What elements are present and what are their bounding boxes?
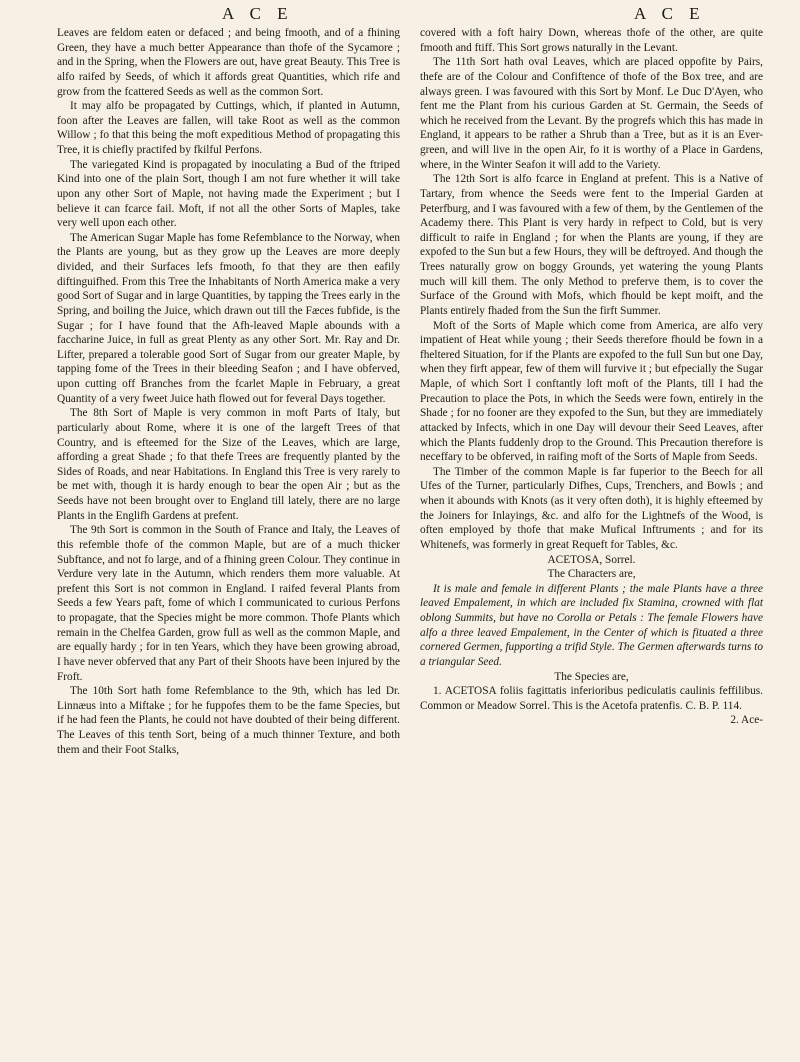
paragraph: The 8th Sort of Maple is very common in moft Parts of Italy, but particularly about Rome, where it is one of the largeft Trees of that Country, and is efteemed for the Size of the Leaves, which are large, affording a great Shade ; fo that thefe Trees are frequently planted by the Sides of Roads, and near Habitations. In England this Tree is very rarely to be met with, though it is hardy enough to bear the open Air ; but as the Seeds have not been brought over to England till lately, there are no large Plants in the Englifh Gardens at prefent. [57,407,400,522]
characters-label: The Characters are, [547,568,636,581]
characters-text: It is male and female in different Plants ; the male Plants have a three leaved Empalement, in which are included fix Stamina, crowned with flat oblong Summits, but have no Corolla or Petals : The female Flowers have alfo a three leaved Empalement, in the Center of which is fituated a three cornered Germen, fupporting a trifid Style. The Germen afterwards turns to a triangular Seed. [420,582,763,668]
paragraph: The 10th Sort hath fome Refemblance to the 9th, which has led Dr. Linnæus into a Miftake ; for he fuppofes them to be the fame Species, but if he had feen the Plants, he could not have doubted of their being different. The Leaves of this tenth Sort, being of a much thinner Texture, and both them and their Foot Stalks, [57,685,400,756]
paragraph: The 9th Sort is common in the South of France and Italy, the Leaves of this refemble thofe of the common Maple, but are of a much thicker Subftance, and not fo large, and of a fhining green Colour. They continue in Verdure very late in the Autumn, which renders them more valuable. At prefent this Sort is not common in England. I raifed feveral Plants from Seeds a few Years paft, fome of which I communicated to curious Perfons to propagate, that the Species might be more common. Thofe Plants which remain in the Chelfea Garden, grow full as well as the common Maple, and are equally hardy ; for in ten Years, which they have been growing abroad, I have never obferved that any Part of their Shoots have been injured by the Froft. [57,524,400,683]
paragraph: The 11th Sort hath oval Leaves, which are placed oppofite by Pairs, thefe are of the Colour and Confiftence of thofe of the Box tree, and are always green. I was favoured with this Sort by Monf. Le Duc D'Ayen, who fent me the Plant from his curious Garden at St. Germain, the Seeds of which he received from the Levant. By the progrefs which this has made in England, it appears to be rather a Shrub than a Tree, but as it is an Ever-green, and will live in the open Air, fo it is worthy of a Place in Gardens, where, in the Winter Seafon it will add to the Variety. [420,56,763,171]
paragraph: Leaves are feldom eaten or defaced ; and being fmooth, and of a fhining Green, they have a much better Appearance than thofe of the Sycamore ; and in the Spring, when the Flowers are out, have great Beauty. This Tree is alfo raifed by Seeds, of which it affords great Quantities, which rife and grow from the fcattered Seeds as well as the common Sort. [57,27,400,98]
catchword: 2. Ace- [730,714,763,727]
paragraph: The American Sugar Maple has fome Refemblance to the Norway, when the Plants are young, but as they grow up the Leaves are more deeply divided, and their Surfaces lefs fmooth, fo that they are then eafily diftinguifhed. From this Tree the Inhabitants of North America make a very good Sort of Sugar and in large Quantities, by tapping the Trees early in the Spring, and boiling the Juice, which drawn out till the Fæces fubfide, is the Sugar ; for I have found that the Afh-leaved Maple abounds with a faccharine Juice, in full as great Plenty as any other Sort. Mr. Ray and Dr. Lifter, prepared a tolerable good Sort of Sugar from our greater Maple, by tapping fome of the Trees in their bleeding Seafon ; and I have obferved, upon cutting off Branches from the fcarlet Maple in February, a great Quantity of a very fweet Juice hath flowed out for feveral Days together. [57,231,400,405]
paragraph: The variegated Kind is propagated by inoculating a Bud of the ftriped Kind into one of the plain Sort, though I am not fure whether it will take upon any other Sort of Maple, not having made the Experiment ; but I believe it can fcarce fail. Moft, if not all the other Sorts of Maples, take very well upon each other. [57,158,400,230]
species-label: The Species are, [554,670,629,683]
paragraph: The Timber of the common Maple is far fuperior to the Beech for all Ufes of the Turner, particularly Difhes, Cups, Trenchers, and Bowls ; and when it abounds with Knots (as it very often doth), it is highly efteemed by the Joiners for Inlayings, &c. and alfo for the Lightnefs of the Wood, is often employed by thofe that make Mufical Inftruments ; and for its Whitenefs, was formerly in great Requeft for Tables, &c. [420,465,763,551]
paragraph: The 12th Sort is alfo fcarce in England at prefent. This is a Native of Tartary, from whence the Seeds were fent to the Imperial Garden at Peterfburg, and I was favoured with a few of them, by the Gentlemen of the Academy there. This Plant is very hardy in refpect to Cold, but is very difficult to raife in England ; for when the Plants are young, if they are expofed to the Sun but a few Hours, they will be deftroyed. And though the Trees naturally grow on boggy Grounds, yet watering the young Plants much will kill them. The only Method to preferve them, is to cover the Surface of the Ground with Mofs, which fhould be kept moift, and the Plants entirely fhaded from the Sun the firft Summer. [420,173,763,317]
left-column [57,26,400,757]
paragraph: covered with a foft hairy Down, whereas thofe of the other, are quite fmooth and ftiff. This Sort grows naturally in the Levant. [420,27,763,54]
running-header-left: A C E [222,4,294,23]
paragraph: Moft of the Sorts of Maple which come from America, are alfo very impatient of Heat while young ; their Seeds therefore fhould be fown in a fheltered Situation, for if the Plants are expofed to the full Sun but one Day, when they firft appear, few of them will furvive it ; but efpecially the Sugar Maple, of which Sort I conftantly loft moft of the Plants, till I had the Precaution to place the Pots, in which the Seeds were fown, entirely in the Shade ; for no fooner are they expofed to the Sun, but they are immediately attacked by Infects, which in one Day will devour their Seed Leaves, after which the Plants fuddenly drop to the Ground. This Precaution therefore is neceffary to be obferved, in raifing moft of the Sorts of Maple from Seeds. [420,319,763,464]
right-column [420,26,763,728]
running-header-right: A C E [634,4,706,23]
entry-heading: ACETOSA, Sorrel. [547,553,636,566]
paragraph: It may alfo be propagated by Cuttings, which, if planted in Autumn, foon after the Leaves are fallen, will take Root as well as the common Willow ; fo that this being the moft expeditious Method of propagating this Tree, it is chiefly practifed by fkilful Perfons. [57,100,400,156]
species-entry: 1. ACETOSA foliis fagittatis inferioribus pediculatis caulinis feffilibus. Common or Meadow Sorrel. This is the Acetofa pratenfis. C. B. P. 114. [420,685,763,712]
